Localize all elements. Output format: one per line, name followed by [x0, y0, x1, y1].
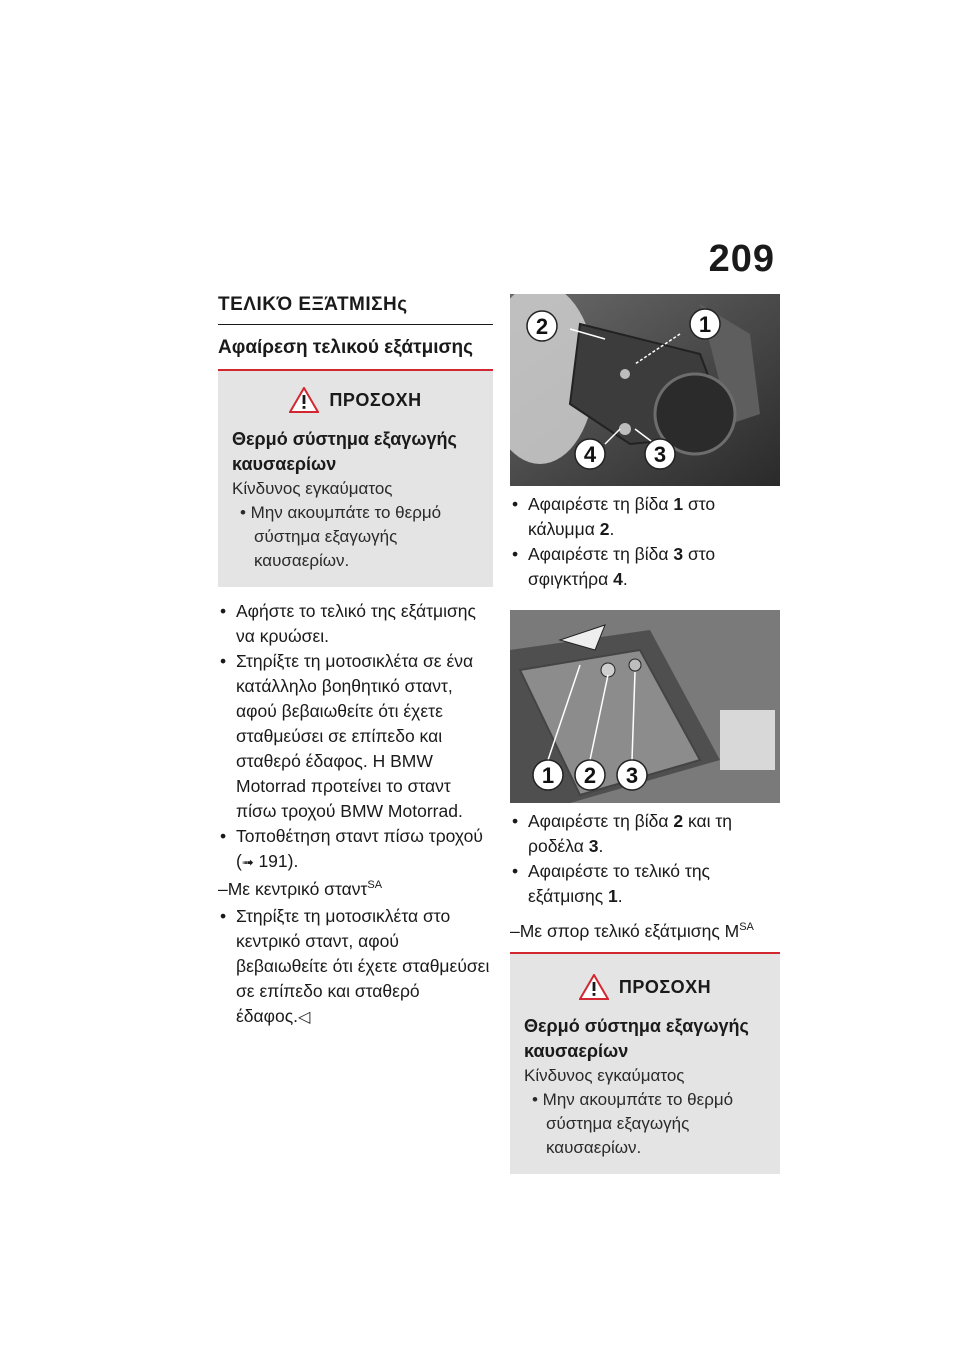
step-rear-stand-text: Τοποθέτηση σταντ πίσω τροχού [236, 826, 483, 846]
figure-label: 2 [535, 314, 549, 339]
left-column [218, 294, 493, 1030]
end-of-section-triangle-icon: ◁ [298, 1009, 311, 1026]
condition-text: –Με σπορ τελικό εξάτμισης M [510, 921, 740, 941]
warning-header [232, 387, 479, 413]
step-text: . [617, 886, 623, 906]
figure-label: 3 [653, 442, 667, 467]
condition-center-stand [218, 877, 493, 902]
right-steps-a [510, 492, 780, 592]
warning-triangle-icon [579, 974, 609, 1000]
warning-box [218, 371, 493, 587]
step-text: και τη ροδέλα [528, 811, 733, 856]
step-text: . [609, 519, 615, 539]
figure-label: 3 [625, 763, 639, 788]
step-text: στο κάλυμμα [528, 494, 716, 539]
callout-number: 2 [673, 811, 684, 831]
step-text: στο σφιγκτήρα [528, 544, 716, 589]
warning-action: • Μην ακουμπάτε το θερμό σύστημα εξαγωγής καυσαερίων. [240, 503, 442, 570]
figure-exhaust-cover [510, 294, 780, 486]
figure-label: 4 [583, 442, 597, 467]
step-remove-screw-clamp [510, 542, 780, 592]
callout-number: 1 [673, 494, 684, 514]
warning-header [524, 974, 766, 1000]
step-remove-screw-cover [510, 492, 780, 542]
callout-number: 3 [673, 544, 684, 564]
step-text: . [598, 836, 604, 856]
left-steps [218, 599, 493, 1030]
figure-label: 2 [583, 763, 597, 788]
page-number: 209 [708, 238, 775, 280]
figure-label: 1 [698, 312, 712, 337]
condition-sport-silencer [510, 919, 780, 944]
step-text: Αφαιρέστε τη βίδα [528, 494, 669, 514]
warning-hazard: Θερμό σύστημα εξαγωγής καυσαερίων [524, 1016, 749, 1061]
callout-number: 1 [608, 886, 618, 906]
warning-risk: Κίνδυνος εγκαύματος [232, 479, 393, 498]
warning-box [510, 954, 780, 1174]
step-rear-stand-ref: • Τοποθέτηση σταντ πίσω τροχού (➟ 191). [218, 824, 493, 875]
step-support-stand: • Στηρίξτε τη μοτοσικλέτα σε ένα κατάλληλο βοηθητικό σταντ, αφού βεβαιωθείτε ότι έχετε σταθμεύσει σε επίπεδο και σταθερό έδαφος. Η BMW Motorrad προτείνει το σταντ πίσω τροχού BMW Motorrad. [218, 649, 493, 824]
page-reference-arrow-icon: ➟ [241, 854, 254, 870]
callout-number: 3 [588, 836, 599, 856]
figure-exhaust-cover-drawing [510, 294, 780, 486]
condition-text: –Με κεντρικό σταντ [218, 879, 368, 899]
page-reference-link[interactable]: 191). [258, 851, 299, 871]
step-text: Αφαιρέστε τη βίδα [528, 544, 669, 564]
right-steps-b [510, 809, 780, 909]
step-remove-silencer [510, 859, 780, 909]
callout-number: 4 [613, 569, 623, 589]
step-center-stand [218, 904, 493, 1030]
warning-action: • Μην ακουμπάτε το θερμό σύστημα εξαγωγής καυσαερίων. [532, 1090, 734, 1157]
condition-sup: SA [739, 921, 754, 934]
callout-number: 2 [599, 519, 610, 539]
warning-label: ΠΡΟΣΟΧΗ [618, 976, 712, 997]
warning-triangle-icon [289, 387, 319, 413]
step-cool-down: • Αφήστε το τελικό της εξάτμισης να κρυώσει. [218, 599, 493, 649]
subsection-title: Αφαίρεση τελικού εξάτμισης [218, 337, 493, 371]
section-title: ΤΕΛΙΚΌ ΕΞΆΤΜΙΣΗς [218, 294, 493, 325]
warning-risk: Κίνδυνος εγκαύματος [524, 1066, 685, 1085]
right-column [510, 294, 780, 1174]
step-center-stand-text: Στηρίξτε τη μοτοσικλέτα στο κεντρικό σταντ, αφού βεβαιωθείτε ότι έχετε σταθμεύσει σε επίπεδο και σταθερό έδαφος. [236, 906, 490, 1026]
step-text: Αφαιρέστε τη βίδα [528, 811, 669, 831]
figure-exhaust-silencer [510, 610, 780, 803]
warning-hazard: Θερμό σύστημα εξαγωγής καυσαερίων [232, 429, 457, 474]
warning-label: ΠΡΟΣΟΧΗ [329, 389, 422, 410]
figure-exhaust-silencer-drawing [510, 610, 780, 803]
figure-label: 1 [541, 763, 555, 788]
step-text: Αφαιρέστε το τελικό της εξάτμισης [528, 861, 710, 906]
step-remove-screw-washer [510, 809, 780, 859]
step-text: . [622, 569, 628, 589]
condition-sup: SA [367, 879, 383, 892]
